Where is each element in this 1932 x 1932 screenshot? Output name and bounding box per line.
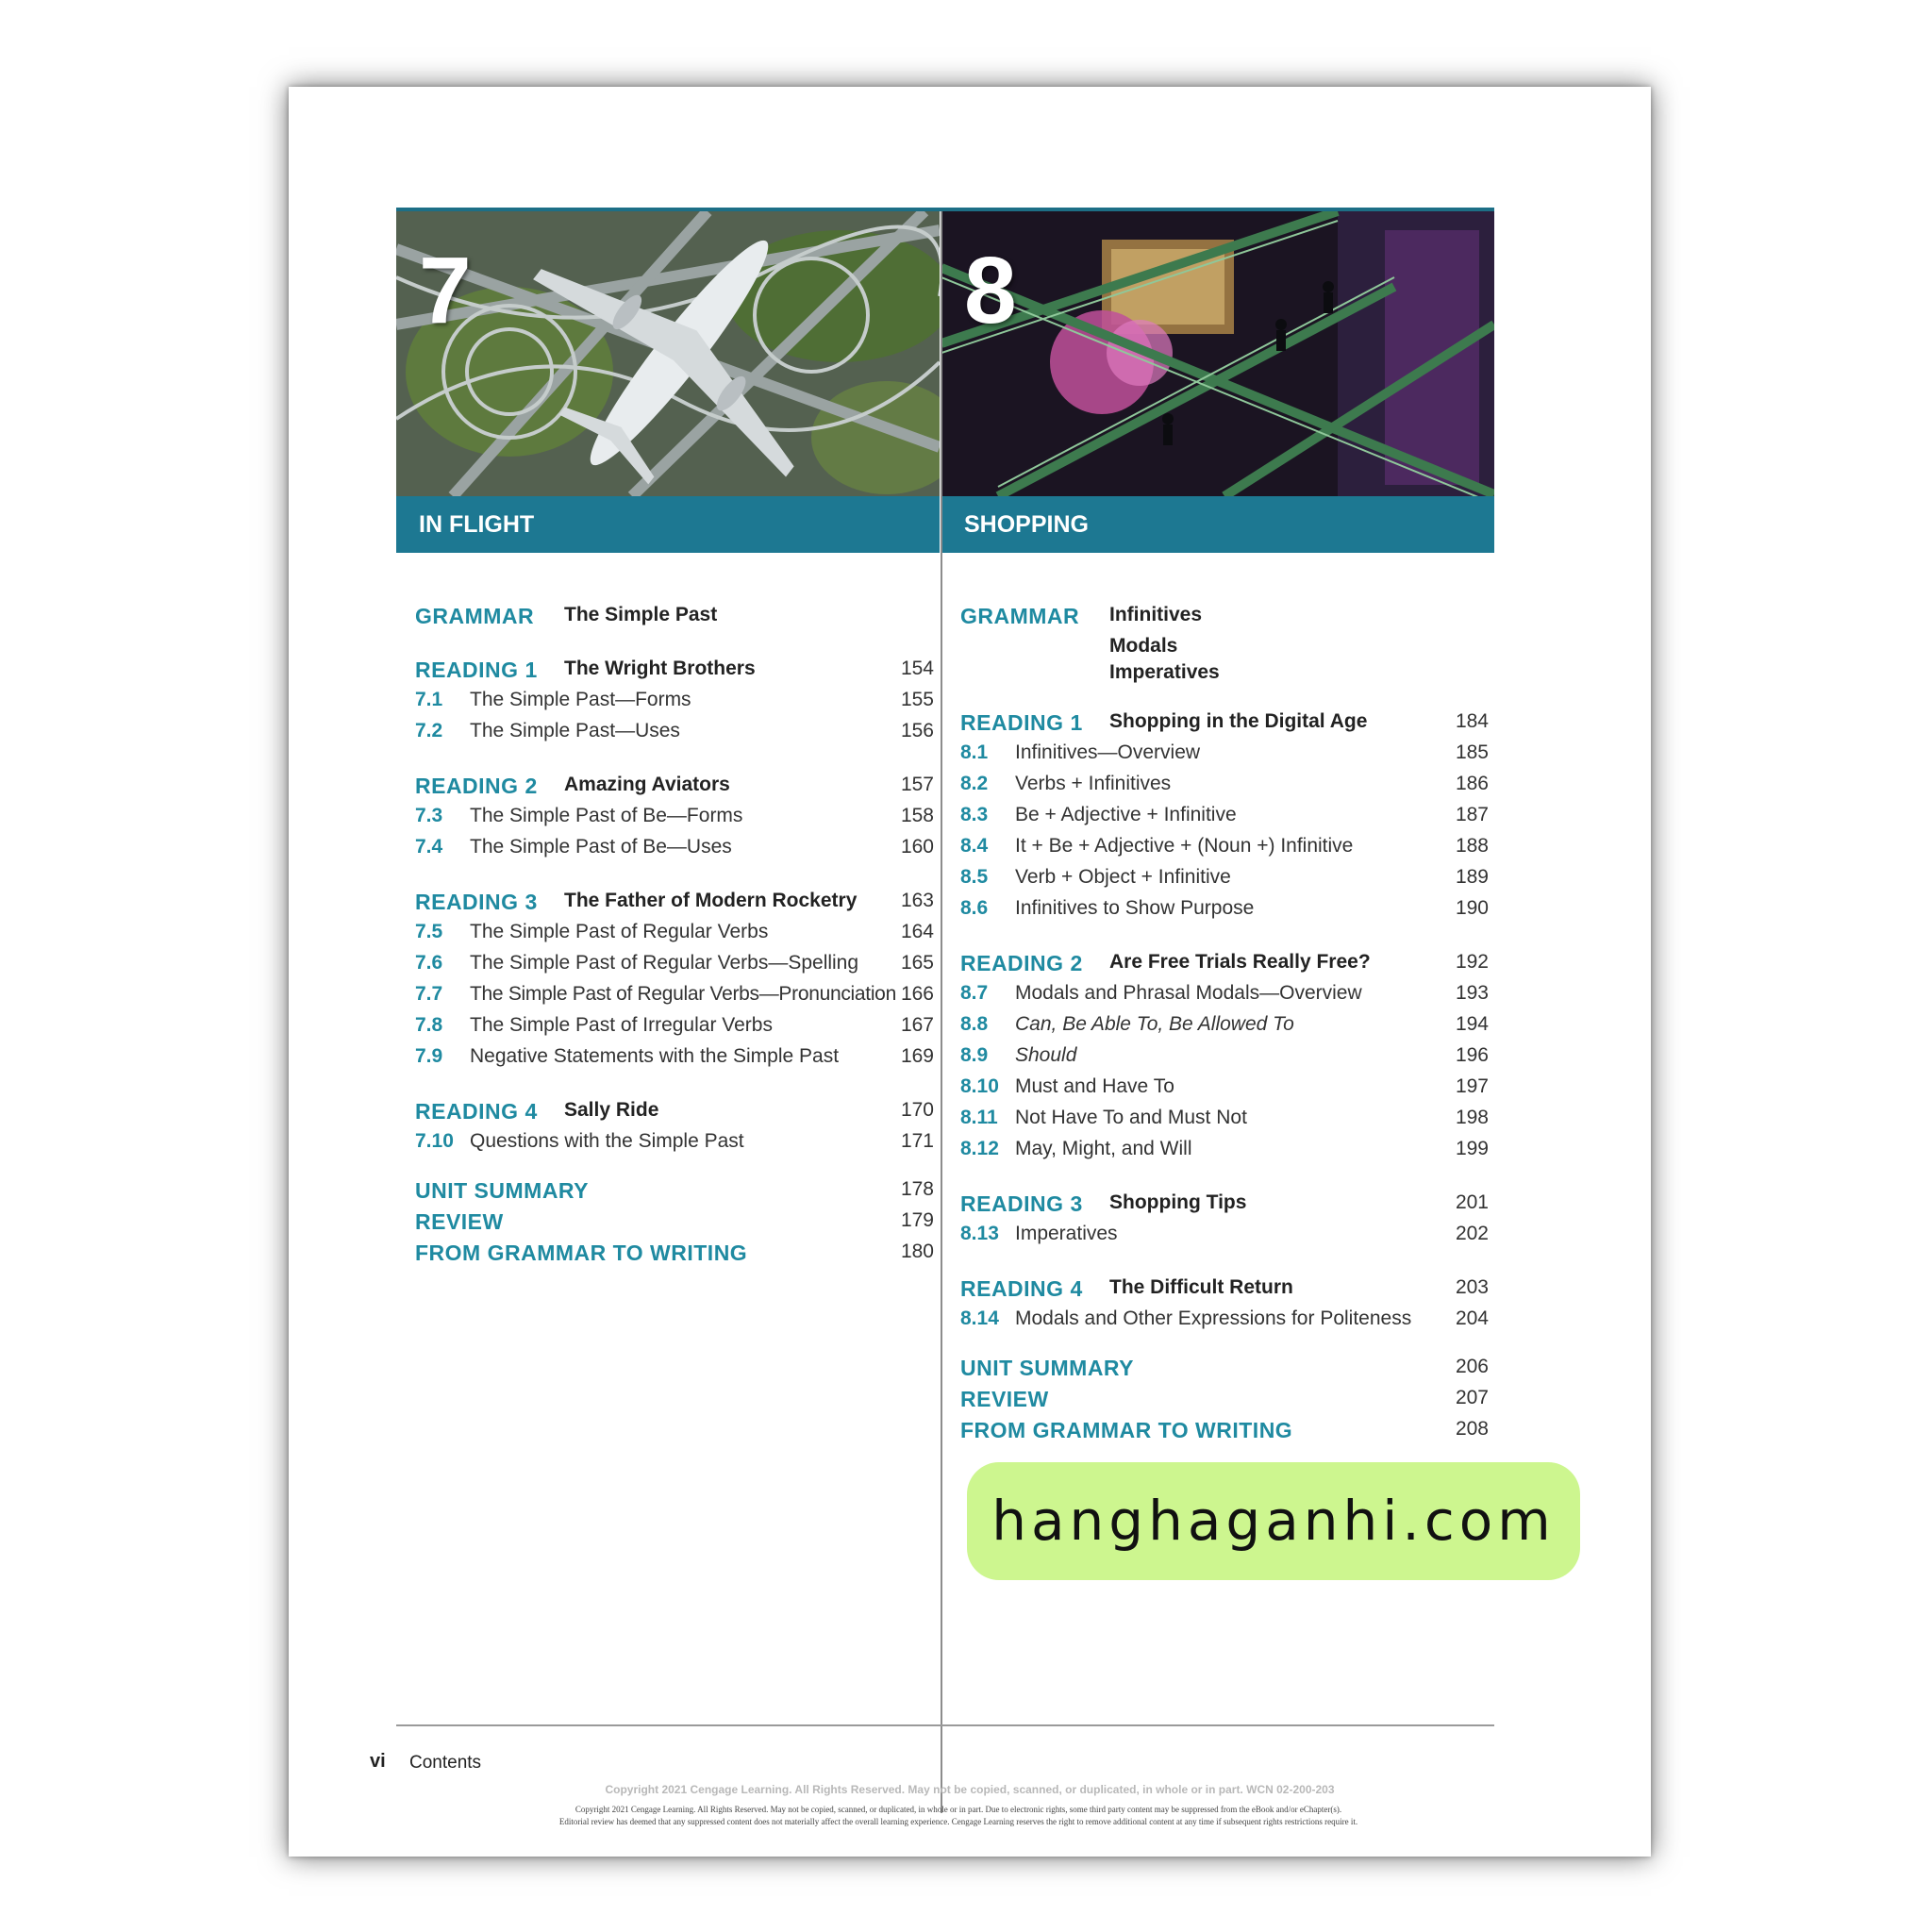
page-number: 202 bbox=[1455, 1223, 1489, 1244]
section-row[interactable] bbox=[960, 866, 1489, 897]
section-row[interactable] bbox=[415, 805, 934, 836]
reading-row[interactable] bbox=[415, 774, 934, 805]
fine-print-line-1: Copyright 2021 Cengage Learning. All Rights Reserved. May not be copied, scanned, or duplicated, in whole or in part. Due to electronic rights, some third party content may be suppressed from the eBook and/or eChapter(s). bbox=[575, 1805, 1342, 1814]
unit-summary-row[interactable] bbox=[415, 1178, 934, 1209]
page-number: 167 bbox=[900, 1014, 934, 1036]
page-number: 164 bbox=[900, 921, 934, 942]
page-number: 196 bbox=[1455, 1044, 1489, 1066]
section-title: Verbs + Infinitives bbox=[1015, 773, 1172, 794]
page-number: 207 bbox=[1455, 1387, 1489, 1408]
unit-8-number: 8 bbox=[964, 238, 1017, 343]
page-number: 197 bbox=[1455, 1075, 1489, 1097]
section-row[interactable] bbox=[960, 741, 1489, 773]
reading-row[interactable] bbox=[415, 658, 934, 689]
grammar-topic: Infinitives bbox=[1109, 604, 1203, 625]
unit-summary-row[interactable] bbox=[960, 1356, 1489, 1387]
reading-row[interactable] bbox=[960, 951, 1489, 982]
reading-label: READING 3 bbox=[960, 1191, 1083, 1216]
section-number: 8.8 bbox=[960, 1013, 989, 1035]
section-number: 7.3 bbox=[415, 805, 443, 826]
copyright-line: Copyright 2021 Cengage Learning. All Rights Reserved. May not be copied, scanned, or duplicated, in whole or in part. WCN 02-200-203 bbox=[605, 1783, 1335, 1796]
section-row[interactable] bbox=[960, 1307, 1489, 1339]
page-number: 192 bbox=[1455, 951, 1489, 973]
unit-7-photo-airplane-over-highway bbox=[396, 211, 940, 496]
reading-title: Amazing Aviators bbox=[564, 774, 730, 795]
section-number: 7.8 bbox=[415, 1014, 443, 1036]
page-number: 186 bbox=[1455, 773, 1489, 794]
section-row[interactable] bbox=[960, 897, 1489, 928]
section-number: 7.1 bbox=[415, 689, 443, 710]
section-number: 8.10 bbox=[960, 1075, 999, 1097]
section-title: Questions with the Simple Past bbox=[470, 1130, 744, 1152]
fine-print-line-2: Editorial review has deemed that any suppressed content does not materially affect the overall learning experience. Cengage Learning reserves the right to remove additional content at any time if subsequent rights restrictions require it. bbox=[558, 1817, 1358, 1826]
grammar-to-writing-label: FROM GRAMMAR TO WRITING bbox=[960, 1418, 1293, 1442]
book-page bbox=[289, 87, 1651, 1857]
page-number: 171 bbox=[900, 1130, 934, 1152]
section-row[interactable] bbox=[415, 1045, 934, 1076]
watermark-badge: hanghaganhi.com bbox=[967, 1462, 1580, 1580]
section-title: May, Might, and Will bbox=[1015, 1138, 1192, 1159]
section-title: The Simple Past of Regular Verbs—Pronunciation bbox=[470, 983, 896, 1005]
section-row[interactable] bbox=[960, 1223, 1489, 1254]
review-row[interactable] bbox=[415, 1209, 934, 1241]
section-title: The Simple Past of Regular Verbs—Spelling bbox=[470, 952, 859, 974]
grammar-topic: Imperatives bbox=[1109, 661, 1220, 683]
grammar-row bbox=[415, 604, 934, 635]
section-number: 7.10 bbox=[415, 1130, 454, 1152]
page-number: 187 bbox=[1455, 804, 1489, 825]
section-number: 7.9 bbox=[415, 1045, 443, 1067]
reading-label: READING 4 bbox=[960, 1276, 1083, 1301]
section-row[interactable] bbox=[415, 1130, 934, 1161]
page-number: 194 bbox=[1455, 1013, 1489, 1035]
page-number: 179 bbox=[900, 1209, 934, 1231]
section-number: 7.6 bbox=[415, 952, 443, 974]
section-number: 8.12 bbox=[960, 1138, 999, 1159]
section-row[interactable] bbox=[960, 1013, 1489, 1044]
page-number: 189 bbox=[1455, 866, 1489, 888]
review-label: REVIEW bbox=[415, 1209, 504, 1234]
section-number: 7.4 bbox=[415, 836, 443, 858]
page-number: 206 bbox=[1455, 1356, 1489, 1377]
section-number: 8.11 bbox=[960, 1107, 998, 1128]
page-number: 198 bbox=[1455, 1107, 1489, 1128]
page-number: 204 bbox=[1455, 1307, 1489, 1329]
page-number: 199 bbox=[1455, 1138, 1489, 1159]
section-number: 8.4 bbox=[960, 835, 989, 857]
page-number: 158 bbox=[900, 805, 934, 826]
section-title: Imperatives bbox=[1015, 1223, 1118, 1244]
section-row[interactable] bbox=[415, 836, 934, 867]
unit-8-title-banner: SHOPPING bbox=[941, 496, 1494, 553]
reading-label: READING 3 bbox=[415, 890, 538, 914]
section-number: 8.14 bbox=[960, 1307, 999, 1329]
grammar-topic: Modals bbox=[1109, 635, 1178, 657]
page-number: 166 bbox=[900, 983, 934, 1005]
page-number: 201 bbox=[1455, 1191, 1489, 1213]
grammar-to-writing-label: FROM GRAMMAR TO WRITING bbox=[415, 1241, 748, 1265]
section-title: The Simple Past of Regular Verbs bbox=[470, 921, 769, 942]
section-number: 7.2 bbox=[415, 720, 443, 741]
reading-row[interactable] bbox=[415, 1099, 934, 1130]
page-number: 163 bbox=[900, 890, 934, 911]
grammar-to-writing-row[interactable] bbox=[960, 1418, 1489, 1449]
section-row[interactable] bbox=[960, 804, 1489, 835]
section-title: Infinitives—Overview bbox=[1015, 741, 1201, 763]
section-title: Modals and Phrasal Modals—Overview bbox=[1015, 982, 1362, 1004]
section-number: 8.2 bbox=[960, 773, 989, 794]
section-number: 8.6 bbox=[960, 897, 989, 919]
section-number: 8.1 bbox=[960, 741, 989, 763]
page-number: 178 bbox=[900, 1178, 934, 1200]
page-number: 156 bbox=[900, 720, 934, 741]
page-number: 190 bbox=[1455, 897, 1489, 919]
page-number: 154 bbox=[900, 658, 934, 679]
section-number: 7.5 bbox=[415, 921, 443, 942]
page-number: 203 bbox=[1455, 1276, 1489, 1298]
column-divider bbox=[941, 211, 942, 1813]
section-number: 8.13 bbox=[960, 1223, 999, 1244]
section-row[interactable] bbox=[960, 1138, 1489, 1169]
fine-print bbox=[402, 1804, 1515, 1828]
review-row[interactable] bbox=[960, 1387, 1489, 1418]
section-row[interactable] bbox=[415, 921, 934, 952]
reading-label: READING 1 bbox=[960, 710, 1083, 735]
reading-label: READING 2 bbox=[960, 951, 1083, 975]
reading-row[interactable] bbox=[415, 890, 934, 921]
page-number: 160 bbox=[900, 836, 934, 858]
section-row[interactable] bbox=[960, 982, 1489, 1013]
section-row[interactable] bbox=[960, 773, 1489, 804]
section-row[interactable] bbox=[960, 1107, 1489, 1138]
section-number: 8.3 bbox=[960, 804, 989, 825]
grammar-row bbox=[960, 635, 1489, 661]
page-number: 208 bbox=[1455, 1418, 1489, 1440]
page-number: 188 bbox=[1455, 835, 1489, 857]
page-number: 157 bbox=[900, 774, 934, 795]
unit-7-contents bbox=[415, 604, 934, 1272]
footer-rule bbox=[396, 1724, 1494, 1726]
section-title: It + Be + Adjective + (Noun +) Infinitive bbox=[1015, 835, 1354, 857]
section-title: The Simple Past of Be—Uses bbox=[470, 836, 732, 858]
unit-8-photo-shopping-mall-escalators bbox=[941, 211, 1494, 496]
footer-section-label: Contents bbox=[409, 1753, 482, 1773]
page-number: 165 bbox=[900, 952, 934, 974]
section-title: Not Have To and Must Not bbox=[1015, 1107, 1247, 1128]
review-label: REVIEW bbox=[960, 1387, 1049, 1411]
section-title: The Simple Past of Be—Forms bbox=[470, 805, 743, 826]
section-title: The Simple Past—Forms bbox=[470, 689, 691, 710]
section-number: 8.7 bbox=[960, 982, 989, 1004]
section-title: The Simple Past of Irregular Verbs bbox=[470, 1014, 773, 1036]
page-number: 169 bbox=[900, 1045, 934, 1067]
grammar-row bbox=[960, 604, 1489, 635]
page-number: 170 bbox=[900, 1099, 934, 1121]
grammar-topic: The Simple Past bbox=[564, 604, 718, 625]
unit-7-title-banner: IN FLIGHT bbox=[396, 496, 940, 553]
reading-title: Sally Ride bbox=[564, 1099, 659, 1121]
reading-title: Are Free Trials Really Free? bbox=[1109, 951, 1371, 973]
unit-7-header bbox=[396, 211, 940, 557]
reading-title: The Difficult Return bbox=[1109, 1276, 1293, 1298]
section-number: 7.7 bbox=[415, 983, 443, 1005]
unit-summary-label: UNIT SUMMARY bbox=[415, 1178, 590, 1203]
grammar-label: GRAMMAR bbox=[415, 604, 535, 628]
section-title: Modals and Other Expressions for Politeness bbox=[1015, 1307, 1412, 1329]
reading-label: READING 1 bbox=[415, 658, 538, 682]
section-row[interactable] bbox=[415, 952, 934, 983]
reading-label: READING 2 bbox=[415, 774, 538, 798]
unit-8-header bbox=[941, 211, 1494, 557]
grammar-to-writing-row[interactable] bbox=[415, 1241, 934, 1272]
page-number: 193 bbox=[1455, 982, 1489, 1004]
reading-title: Shopping in the Digital Age bbox=[1109, 710, 1368, 732]
page-number: 180 bbox=[900, 1241, 934, 1262]
reading-row[interactable] bbox=[960, 1276, 1489, 1307]
unit-7-number: 7 bbox=[419, 238, 472, 343]
section-title: Be + Adjective + Infinitive bbox=[1015, 804, 1237, 825]
section-title: Should bbox=[1015, 1044, 1077, 1066]
section-title: The Simple Past—Uses bbox=[470, 720, 680, 741]
unit-summary-label: UNIT SUMMARY bbox=[960, 1356, 1135, 1380]
page-number: 185 bbox=[1455, 741, 1489, 763]
section-number: 8.5 bbox=[960, 866, 989, 888]
grammar-label: GRAMMAR bbox=[960, 604, 1080, 628]
section-row[interactable] bbox=[415, 689, 934, 720]
section-number: 8.9 bbox=[960, 1044, 989, 1066]
reading-row[interactable] bbox=[960, 710, 1489, 741]
page-number: 184 bbox=[1455, 710, 1489, 732]
reading-title: The Father of Modern Rocketry bbox=[564, 890, 858, 911]
section-title: Verb + Object + Infinitive bbox=[1015, 866, 1231, 888]
page-numeral: vi bbox=[370, 1751, 386, 1772]
section-row[interactable] bbox=[415, 983, 934, 1014]
page-number: 155 bbox=[900, 689, 934, 710]
unit-8-contents bbox=[960, 604, 1489, 1449]
section-row[interactable] bbox=[960, 835, 1489, 866]
section-row[interactable] bbox=[960, 1044, 1489, 1075]
reading-title: Shopping Tips bbox=[1109, 1191, 1247, 1213]
section-title: Must and Have To bbox=[1015, 1075, 1174, 1097]
reading-label: READING 4 bbox=[415, 1099, 538, 1124]
section-title: Infinitives to Show Purpose bbox=[1015, 897, 1255, 919]
reading-row[interactable] bbox=[960, 1191, 1489, 1223]
section-row[interactable] bbox=[960, 1075, 1489, 1107]
section-row[interactable] bbox=[415, 720, 934, 751]
section-row[interactable] bbox=[415, 1014, 934, 1045]
section-title: Can, Be Able To, Be Allowed To bbox=[1015, 1013, 1294, 1035]
grammar-row bbox=[960, 661, 1489, 688]
section-title: Negative Statements with the Simple Past bbox=[470, 1045, 840, 1067]
reading-title: The Wright Brothers bbox=[564, 658, 756, 679]
